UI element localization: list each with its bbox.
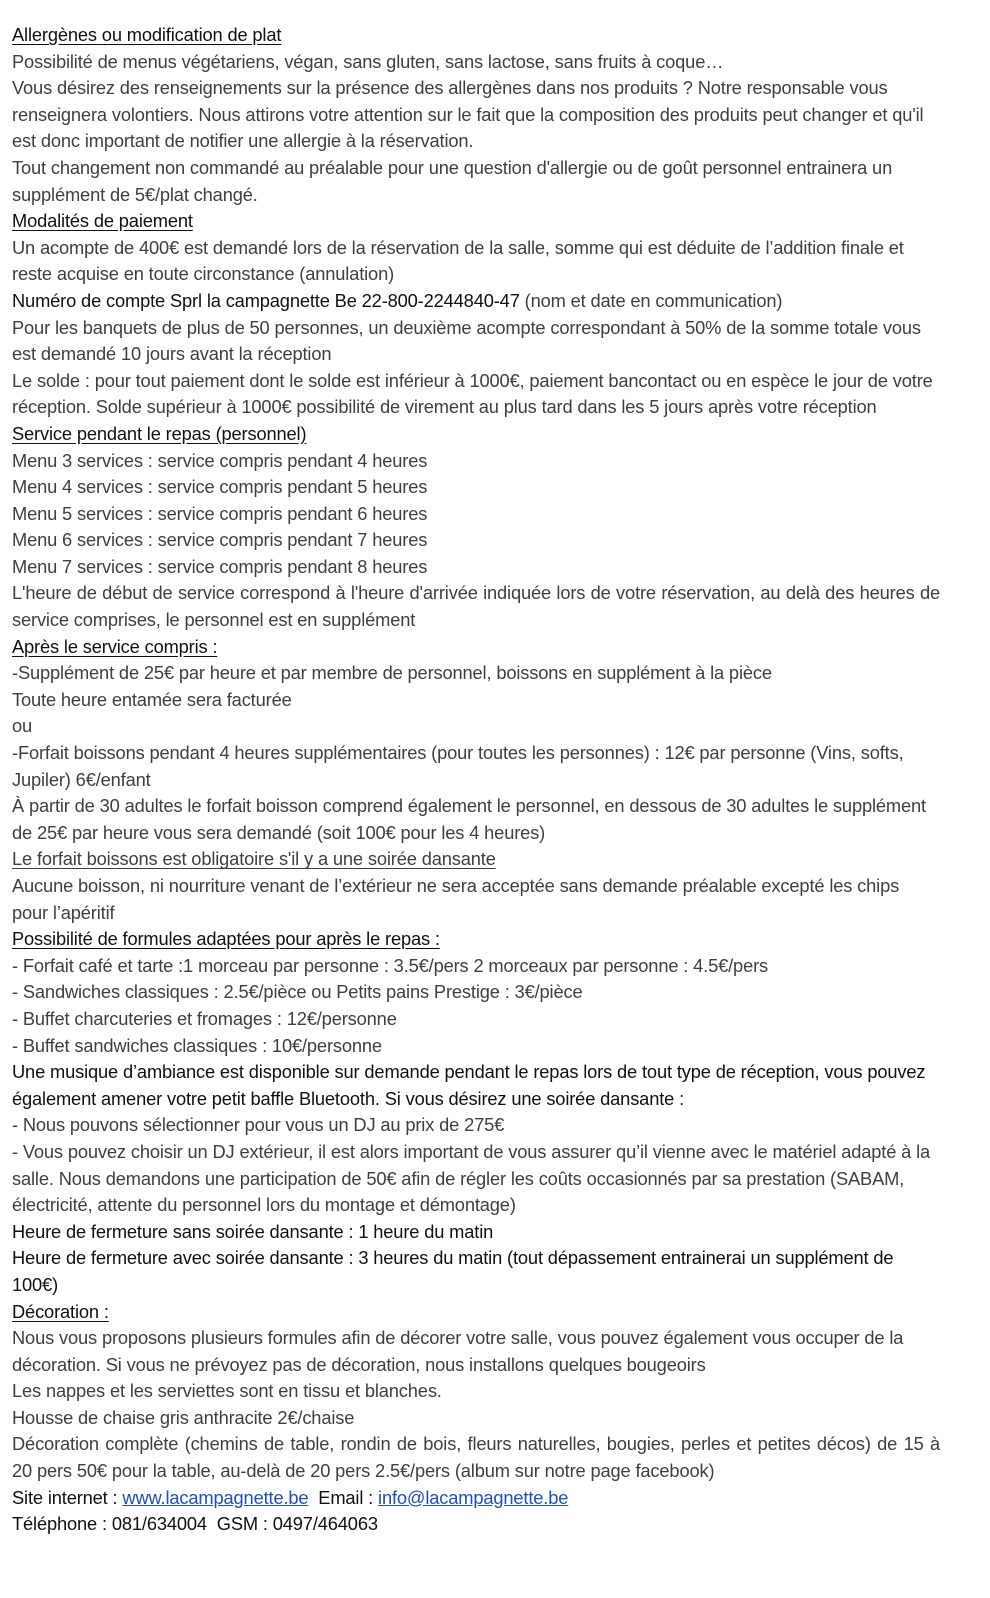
payment-paragraph-2: Pour les banquets de plus de 50 personnes, un deuxième acompte correspondant à 50% de la somme totale vous est demandé 10 jours avant la réception [12, 316, 921, 365]
service-note: L'heure de début de service correspond à l'heure d'arrivée indiquée lors de votre réservation, au delà des heures de service comprises, le personnel est en supplément [12, 582, 940, 631]
music-intro: Une musique d’ambiance est disponible sur demande pendant le repas lors de tout type de réception, vous pouvez également amener votre petit baffle Bluetooth. Si vous désirez une soirée dansante : [12, 1061, 926, 1109]
dj-option-1: - Nous pouvons sélectionner pour vous un DJ au prix de 275€ [12, 1114, 505, 1136]
closing-time-2: Heure de fermeture avec soirée dansante : 3 heures du matin (tout dépassement entrainerai un supplément de 100€) [12, 1247, 894, 1295]
after-service-heading: Après le service compris : [12, 635, 218, 657]
formula-item: - Buffet sandwiches classiques : 10€/personne [12, 1034, 382, 1056]
service-menu-item: Menu 6 services : service compris pendant 7 heures [12, 529, 428, 551]
contact-web-line [12, 1485, 940, 1512]
service-heading: Service pendant le repas (personnel) [12, 422, 307, 444]
formula-item: - Buffet charcuteries et fromages : 12€/personne [12, 1007, 397, 1029]
phone-line: Téléphone : 081/634004 GSM : 0497/464063 [12, 1513, 378, 1535]
decoration-paragraph-4: Décoration complète (chemins de table, rondin de bois, fleurs naturelles, bougies, perles et petites décos) de 15 à 20 pers 50€ pour la table, au-delà de 20 pers 2.5€/pers (album sur notre page facebook) [12, 1433, 940, 1482]
decoration-heading: Décoration : [12, 1300, 109, 1322]
after-service-paragraph-7: Aucune boisson, ni nourriture venant de l’extérieur ne sera acceptée sans demande préalable excepté les chips pour l’apéritif [12, 875, 900, 923]
after-service-paragraph-1: -Supplément de 25€ par heure et par membre de personnel, boissons en supplément à la pièce [12, 662, 772, 684]
after-service-paragraph-2: Toute heure entamée sera facturée [12, 688, 292, 710]
site-label: Site internet : [12, 1486, 123, 1508]
after-service-paragraph-6: Le forfait boissons est obligatoire s'il y a une soirée dansante [12, 848, 496, 870]
allergens-heading: Allergènes ou modification de plat [12, 24, 282, 45]
account-number: Numéro de compte Sprl la campagnette Be 22-800-2244840-47 [12, 289, 520, 311]
after-service-paragraph-4: -Forfait boissons pendant 4 heures supplémentaires (pour toutes les personnes) : 12€ par personne (Vins, softs, Jupiler) 6€/enfant [12, 742, 904, 790]
account-line [12, 288, 940, 315]
after-service-paragraph-5: À partir de 30 adultes le forfait boisson comprend également le personnel, en dessous de 30 adultes le supplément de 25€ par heure vous sera demandé (soit 100€ pour les 4 heures) [12, 795, 926, 843]
after-service-paragraph-3: ou [12, 715, 33, 737]
payment-heading: Modalités de paiement [12, 210, 193, 232]
allergens-paragraph-3: Tout changement non commandé au préalable pour une question d'allergie ou de goût personnel entrainera un supplément de 5€/plat changé. [12, 156, 893, 205]
decoration-paragraph-2: Les nappes et les serviettes sont en tissu et blanches. [12, 1380, 442, 1402]
website-link[interactable]: www.lacampagnette.be [122, 1486, 309, 1508]
payment-paragraph-3: Le solde : pour tout paiement dont le solde est inférieur à 1000€, paiement bancontact ou en espèce le jour de votre réception. Solde supérieur à 1000€ possibilité de virement au plus tard dans les 5 jours après votre réception [12, 369, 933, 418]
decoration-paragraph-1: Nous vous proposons plusieurs formules afin de décorer votre salle, vous pouvez également vous occuper de la décoration. Si vous ne prévoyez pas de décoration, nous installons quelques bougeoirs [12, 1327, 904, 1375]
formula-item: - Forfait café et tarte :1 morceau par personne : 3.5€/pers 2 morceaux par personne : 4.5€/pers [12, 954, 769, 976]
service-menu-item: Menu 5 services : service compris pendant 6 heures [12, 502, 428, 524]
service-menu-item: Menu 3 services : service compris pendant 4 heures [12, 449, 428, 471]
email-label: Email : [308, 1486, 379, 1508]
allergens-paragraph-1: Possibilité de menus végétariens, végan, sans gluten, sans lactose, sans fruits à coque… [12, 50, 724, 72]
service-menu-item: Menu 4 services : service compris pendant 5 heures [12, 476, 428, 498]
payment-paragraph-1: Un acompte de 400€ est demandé lors de la réservation de la salle, somme qui est déduite de l’addition finale et reste acquise en toute circonstance (annulation) [12, 236, 904, 285]
email-link[interactable]: info@lacampagnette.be [378, 1486, 569, 1508]
formulas-heading: Possibilité de formules adaptées pour après le repas : [12, 928, 440, 950]
allergens-paragraph-2: Vous désirez des renseignements sur la présence des allergènes dans nos produits ? Notre responsable vous renseignera volontiers. Nous attirons votre attention sur le fait que la composition des produits peut changer et qu'il est donc important de notifier une allergie à la réservation. [12, 77, 924, 152]
decoration-paragraph-3: Housse de chaise gris anthracite 2€/chaise [12, 1406, 355, 1428]
formula-item: - Sandwiches classiques : 2.5€/pièce ou Petits pains Prestige : 3€/pièce [12, 981, 583, 1003]
closing-time-1: Heure de fermeture sans soirée dansante : 1 heure du matin [12, 1220, 494, 1242]
account-note: (nom et date en communication) [519, 289, 783, 311]
dj-option-2: - Vous pouvez choisir un DJ extérieur, il est alors important de vous assurer qu’il vienne avec le matériel adapté à la salle. Nous demandons une participation de 50€ afin de régler les coûts occasionnés par sa prestation (SABAM, électricité, attente du personnel lors du montage et démontage) [12, 1140, 931, 1216]
service-menu-item: Menu 7 services : service compris pendant 8 heures [12, 555, 428, 577]
